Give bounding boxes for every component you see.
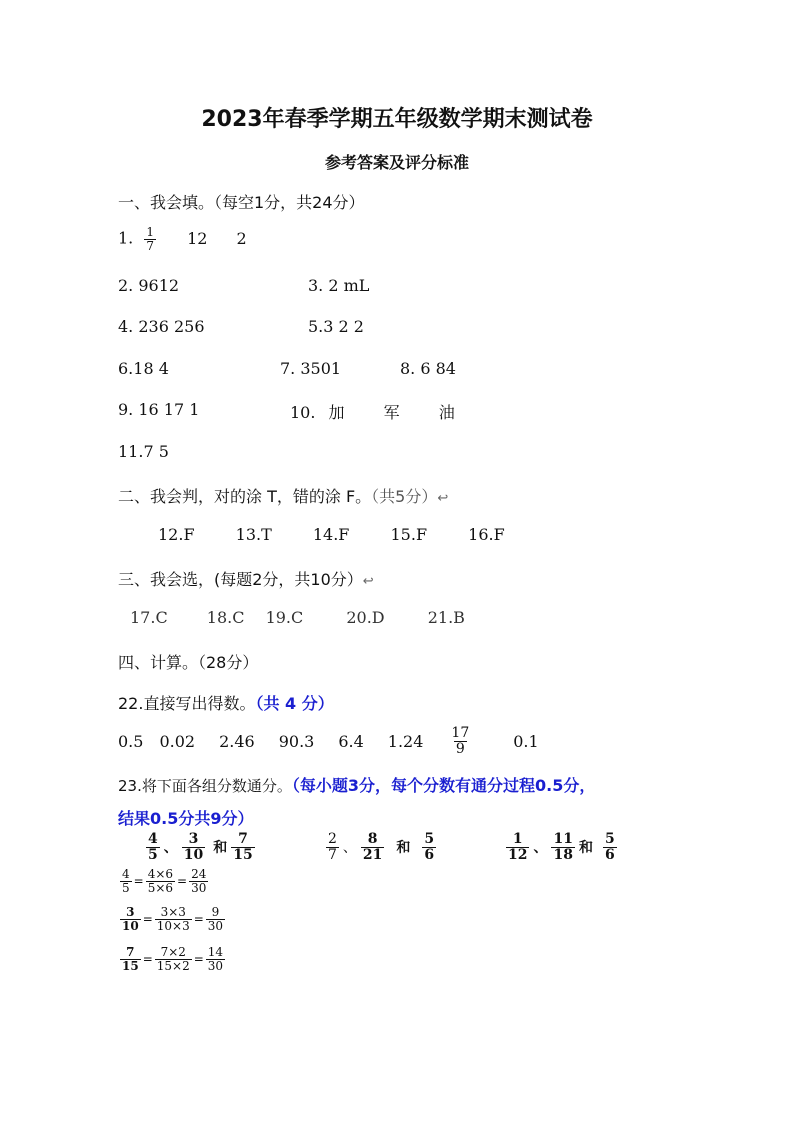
page-subtitle: 参考答案及评分标准: [324, 153, 469, 172]
q23-group-3: $\frac{1}{12}$ 、 $\frac{11}{18}$ 和 $\frac{5}{6}$: [508, 831, 615, 863]
q11-answer: 11.7 5: [118, 442, 169, 461]
page-title: 2023年春季学期五年级数学期末测试卷: [201, 107, 593, 132]
section-3-answers: [130, 608, 465, 627]
answer-20: 20.D: [346, 608, 385, 627]
q23-group-1: $\frac{4}{5}$ 、 $\frac{3}{10}$ 和 $\frac{7}{15}$: [148, 831, 253, 863]
section-4-heading: 四、计算。（28分）: [118, 653, 259, 672]
answer-18: 18.C: [206, 608, 245, 627]
q1-fraction: $\frac{1}{7}$: [146, 225, 154, 253]
q7-answer: 7. 3501: [280, 359, 342, 378]
section-3-heading: 三、我会选，(每题2分，共10分）↩: [118, 570, 374, 589]
section-1-heading: 一、我会填。（每空1分，共24分）: [118, 193, 365, 212]
q4-answer: 4. 236 256: [118, 317, 205, 336]
answer-19: 19.C: [265, 608, 304, 627]
return-mark-icon: ↩: [362, 574, 374, 589]
answer-15: 15.F: [390, 525, 428, 544]
q23-group-2: $\frac{2}{7}$ 、 $\frac{8}{21}$ 和 $\frac{5}{6}$: [328, 831, 435, 863]
answer-13: 13.T: [235, 525, 272, 544]
answer-14: 14.F: [312, 525, 350, 544]
q23-heading-cont: 结果0.5分共9分）: [118, 809, 254, 828]
q9-answer: 9. 16 17 1: [118, 400, 200, 419]
answer-21: 21.B: [427, 608, 465, 627]
q5-answer: 5.3 2 2: [308, 317, 364, 336]
section-2-heading: 二、我会判，对的涂 T，错的涂 F。（共5分）↩: [118, 487, 449, 506]
q2-answer: 2. 9612: [118, 276, 180, 295]
q6-answer: 6.18 4: [118, 359, 169, 378]
q22-heading: 22.直接写出得数。（共 4 分）: [118, 694, 334, 713]
q10-answer: 10. 加 军 油: [290, 403, 455, 422]
q23-work-1: $\frac{4}{5}$ = $\frac{4\times 6}{5\times 6}$ = $\frac{24}{30}$: [122, 867, 207, 895]
q23-heading: 23.将下面各组分数通分。（每小题3分，每个分数有通分过程0.5分，: [118, 776, 596, 795]
return-mark-icon: ↩: [437, 491, 449, 506]
q23-work-2: $\frac{3}{10}$ = $\frac{3\times 3}{10\times 3}$ = $\frac{9}{30}$: [122, 905, 224, 933]
q8-answer: 8. 6 84: [400, 359, 456, 378]
q3-answer: 3. 2 mL: [308, 276, 370, 295]
q1-answer: 1. $\frac{1}{7}$ 12 2: [118, 225, 247, 253]
section-2-answers: [158, 525, 505, 544]
q22-fraction: $\frac{17}{9}$: [451, 724, 470, 757]
answer-16: 16.F: [468, 525, 505, 544]
answer-17: 17.C: [130, 608, 168, 627]
answer-12: 12.F: [158, 525, 195, 544]
q22-answers: 0.5 0.02 2.46 90.3 6.4 1.24 $\frac{17}{9}$ 0.1: [118, 724, 539, 757]
q23-work-3: $\frac{7}{15}$ = $\frac{7\times 2}{15\times 2}$ = $\frac{14}{30}$: [122, 945, 224, 973]
